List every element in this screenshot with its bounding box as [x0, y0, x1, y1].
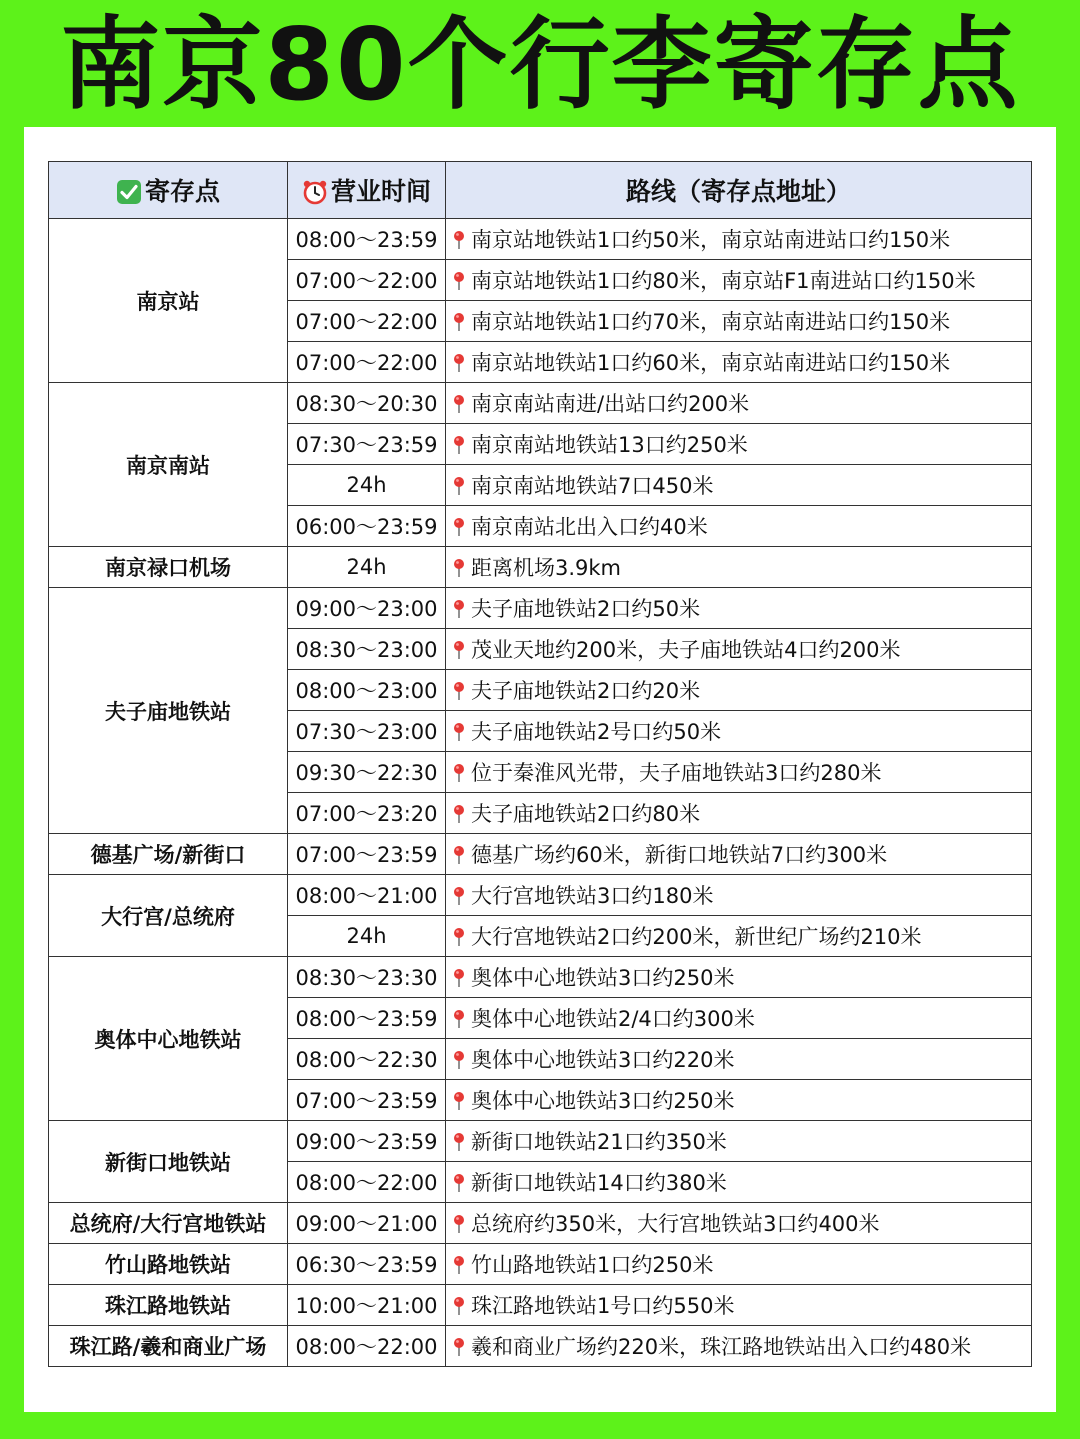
business-hours-cell: 07:00～22:00	[288, 301, 446, 342]
route-text: 新街口地铁站14口约380米	[471, 1171, 727, 1195]
map-pin-icon	[452, 640, 466, 660]
route-cell	[446, 588, 1032, 629]
route-text: 大行宫地铁站2口约200米，新世纪广场约210米	[471, 925, 922, 949]
table-row	[49, 957, 1032, 998]
map-pin-icon	[452, 1050, 466, 1070]
map-pin-icon	[452, 394, 466, 414]
map-pin-icon	[452, 681, 466, 701]
business-hours-cell: 08:30～23:30	[288, 957, 446, 998]
map-pin-icon	[452, 230, 466, 250]
route-text: 奥体中心地铁站3口约220米	[471, 1048, 735, 1072]
business-hours-cell: 08:30～23:00	[288, 629, 446, 670]
business-hours-cell: 24h	[288, 547, 446, 588]
map-pin-icon	[452, 1296, 466, 1316]
storage-point-name: 奥体中心地铁站	[49, 957, 288, 1121]
business-hours-cell: 24h	[288, 465, 446, 506]
business-hours-cell: 08:00～22:00	[288, 1162, 446, 1203]
route-text: 茂业天地约200米，夫子庙地铁站4口约200米	[471, 638, 901, 662]
table-row	[49, 588, 1032, 629]
map-pin-icon	[452, 558, 466, 578]
route-text: 奥体中心地铁站2/4口约300米	[471, 1007, 755, 1031]
check-box-icon	[116, 179, 142, 205]
route-text: 竹山路地铁站1口约250米	[471, 1253, 714, 1277]
table-row	[49, 1121, 1032, 1162]
header-business-hours-label: 营业时间	[330, 177, 431, 206]
map-pin-icon	[452, 927, 466, 947]
route-cell	[446, 752, 1032, 793]
map-pin-icon	[452, 1173, 466, 1193]
business-hours-cell: 08:00～23:59	[288, 219, 446, 260]
table-panel	[24, 127, 1056, 1412]
route-text: 南京站地铁站1口约70米，南京站南进站口约150米	[471, 310, 951, 334]
route-text: 位于秦淮风光带，夫子庙地铁站3口约280米	[471, 761, 882, 785]
business-hours-cell: 07:00～22:00	[288, 342, 446, 383]
business-hours-cell: 08:00～22:30	[288, 1039, 446, 1080]
route-text: 新街口地铁站21口约350米	[471, 1130, 727, 1154]
storage-point-name: 大行宫/总统府	[49, 875, 288, 957]
route-cell	[446, 1162, 1032, 1203]
map-pin-icon	[452, 1009, 466, 1029]
map-pin-icon	[452, 763, 466, 783]
header-storage-point-label: 寄存点	[144, 177, 220, 206]
route-cell	[446, 506, 1032, 547]
storage-point-name: 竹山路地铁站	[49, 1244, 288, 1285]
business-hours-cell: 09:00～23:59	[288, 1121, 446, 1162]
map-pin-icon	[452, 435, 466, 455]
route-cell	[446, 1203, 1032, 1244]
route-cell	[446, 301, 1032, 342]
table-row	[49, 219, 1032, 260]
map-pin-icon	[452, 312, 466, 332]
business-hours-cell: 07:00～22:00	[288, 260, 446, 301]
header-route: 路线（寄存点地址）	[446, 162, 1032, 219]
route-cell	[446, 1244, 1032, 1285]
storage-point-name: 南京禄口机场	[49, 547, 288, 588]
map-pin-icon	[452, 599, 466, 619]
business-hours-cell: 06:00～23:59	[288, 506, 446, 547]
map-pin-icon	[452, 517, 466, 537]
business-hours-cell: 08:00～21:00	[288, 875, 446, 916]
storage-point-name: 珠江路地铁站	[49, 1285, 288, 1326]
business-hours-cell: 24h	[288, 916, 446, 957]
table-row	[49, 547, 1032, 588]
table-row	[49, 1203, 1032, 1244]
route-cell	[446, 465, 1032, 506]
business-hours-cell: 06:30～23:59	[288, 1244, 446, 1285]
route-text: 夫子庙地铁站2口约80米	[471, 802, 701, 826]
route-cell	[446, 547, 1032, 588]
route-text: 大行宫地铁站3口约180米	[471, 884, 714, 908]
storage-point-name: 南京站	[49, 219, 288, 383]
business-hours-cell: 09:30～22:30	[288, 752, 446, 793]
map-pin-icon	[452, 1214, 466, 1234]
header-business-hours	[288, 162, 446, 219]
storage-point-name: 德基广场/新街口	[49, 834, 288, 875]
route-cell	[446, 260, 1032, 301]
route-cell	[446, 1285, 1032, 1326]
table-row	[49, 383, 1032, 424]
route-text: 夫子庙地铁站2号口约50米	[471, 720, 722, 744]
route-cell	[446, 834, 1032, 875]
route-text: 南京南站地铁站13口约250米	[471, 433, 748, 457]
route-text: 德基广场约60米，新街口地铁站7口约300米	[471, 843, 888, 867]
map-pin-icon	[452, 886, 466, 906]
route-cell	[446, 875, 1032, 916]
business-hours-cell: 07:30～23:59	[288, 424, 446, 465]
route-cell	[446, 916, 1032, 957]
route-cell	[446, 219, 1032, 260]
route-text: 夫子庙地铁站2口约50米	[471, 597, 701, 621]
business-hours-cell: 07:00～23:59	[288, 834, 446, 875]
route-text: 羲和商业广场约220米，珠江路地铁站出入口约480米	[471, 1335, 972, 1359]
route-cell	[446, 998, 1032, 1039]
route-text: 南京南站北出入口约40米	[471, 515, 708, 539]
table-row	[49, 1244, 1032, 1285]
route-cell	[446, 670, 1032, 711]
route-text: 南京南站地铁站7口450米	[471, 474, 714, 498]
route-text: 奥体中心地铁站3口约250米	[471, 1089, 735, 1113]
route-cell	[446, 957, 1032, 998]
table-row	[49, 834, 1032, 875]
map-pin-icon	[452, 1132, 466, 1152]
route-cell	[446, 342, 1032, 383]
map-pin-icon	[452, 968, 466, 988]
route-text: 总统府约350米，大行宫地铁站3口约400米	[471, 1212, 880, 1236]
map-pin-icon	[452, 1337, 466, 1357]
header-storage-point	[49, 162, 288, 219]
business-hours-cell: 08:00～23:00	[288, 670, 446, 711]
page-title: 南京80个行李寄存点	[60, 6, 1020, 123]
table-row	[49, 875, 1032, 916]
route-text: 距离机场3.9km	[471, 556, 622, 580]
storage-point-name: 夫子庙地铁站	[49, 588, 288, 834]
business-hours-cell: 10:00～21:00	[288, 1285, 446, 1326]
map-pin-icon	[452, 722, 466, 742]
table-header-row	[49, 162, 1032, 219]
route-text: 南京站地铁站1口约60米，南京站南进站口约150米	[471, 351, 951, 375]
map-pin-icon	[452, 476, 466, 496]
route-text: 南京南站南进/出站口约200米	[471, 392, 750, 416]
business-hours-cell: 07:00～23:59	[288, 1080, 446, 1121]
map-pin-icon	[452, 353, 466, 373]
map-pin-icon	[452, 1255, 466, 1275]
storage-point-name: 总统府/大行宫地铁站	[49, 1203, 288, 1244]
route-cell	[446, 629, 1032, 670]
business-hours-cell: 09:00～23:00	[288, 588, 446, 629]
table-row	[49, 1326, 1032, 1367]
route-cell	[446, 1039, 1032, 1080]
business-hours-cell: 08:30～20:30	[288, 383, 446, 424]
map-pin-icon	[452, 1091, 466, 1111]
storage-point-name: 南京南站	[49, 383, 288, 547]
business-hours-cell: 07:30～23:00	[288, 711, 446, 752]
business-hours-cell: 07:00～23:20	[288, 793, 446, 834]
route-text: 珠江路地铁站1号口约550米	[471, 1294, 735, 1318]
storage-point-name: 珠江路/羲和商业广场	[49, 1326, 288, 1367]
alarm-clock-icon	[302, 179, 328, 205]
route-cell	[446, 424, 1032, 465]
route-cell	[446, 711, 1032, 752]
route-text: 奥体中心地铁站3口约250米	[471, 966, 735, 990]
route-cell	[446, 1121, 1032, 1162]
route-cell	[446, 1326, 1032, 1367]
route-cell	[446, 793, 1032, 834]
business-hours-cell: 08:00～22:00	[288, 1326, 446, 1367]
map-pin-icon	[452, 271, 466, 291]
business-hours-cell: 08:00～23:59	[288, 998, 446, 1039]
storage-point-name: 新街口地铁站	[49, 1121, 288, 1203]
map-pin-icon	[452, 845, 466, 865]
storage-table	[48, 161, 1032, 1367]
route-text: 南京站地铁站1口约50米，南京站南进站口约150米	[471, 228, 951, 252]
route-cell	[446, 1080, 1032, 1121]
table-body	[49, 219, 1032, 1367]
route-cell	[446, 383, 1032, 424]
table-row	[49, 1285, 1032, 1326]
business-hours-cell: 09:00～21:00	[288, 1203, 446, 1244]
route-text: 夫子庙地铁站2口约20米	[471, 679, 701, 703]
map-pin-icon	[452, 804, 466, 824]
route-text: 南京站地铁站1口约80米，南京站F1南进站口约150米	[471, 269, 976, 293]
